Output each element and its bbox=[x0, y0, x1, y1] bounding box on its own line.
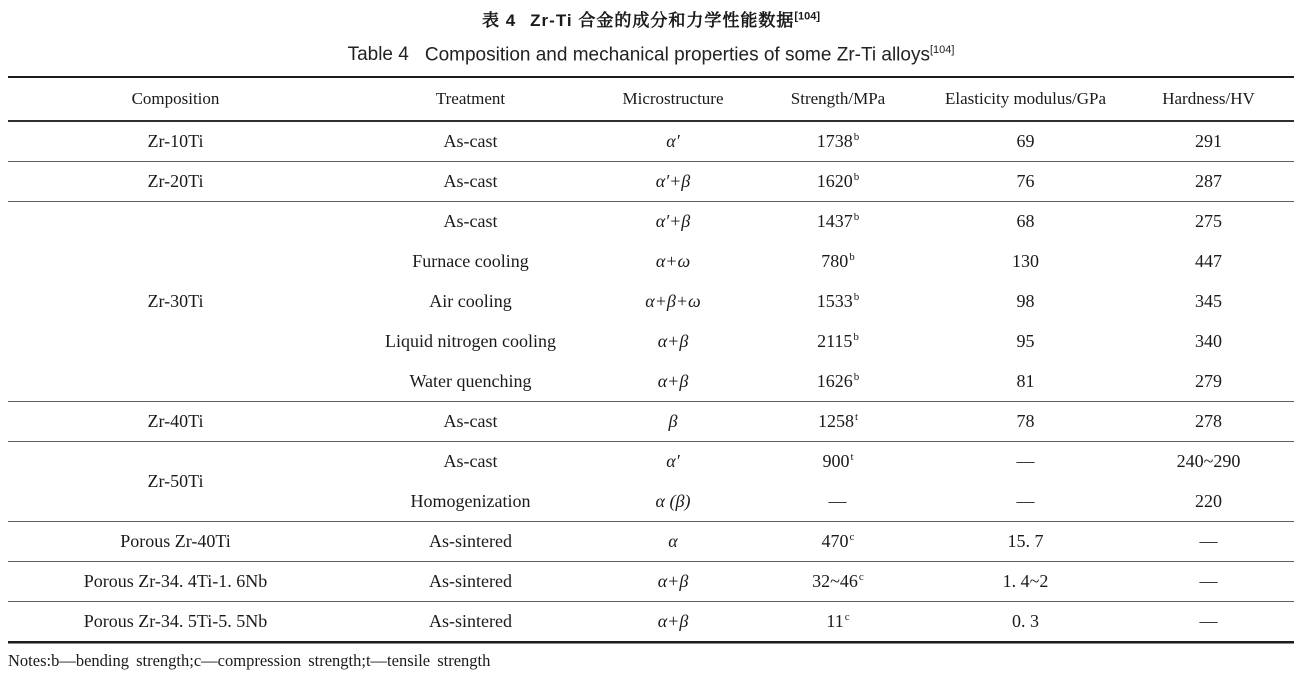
strength-footnote-mark: c bbox=[844, 611, 850, 624]
cell-treatment: Liquid nitrogen cooling bbox=[385, 330, 556, 351]
cell-composition: Zr-20Ti bbox=[8, 161, 343, 201]
table-row bbox=[8, 121, 1294, 161]
cell-hardness: 279 bbox=[1123, 361, 1294, 401]
table-row bbox=[8, 201, 1294, 241]
strength-footnote-mark: c bbox=[858, 570, 864, 583]
cell-microstructure: α′+β bbox=[598, 161, 748, 201]
cell-composition: Zr-50Ti bbox=[8, 441, 343, 521]
cell-modulus: — bbox=[1016, 451, 1035, 472]
data-table-wrapper bbox=[8, 76, 1294, 641]
cell-modulus: 98 bbox=[1016, 290, 1035, 311]
cell-strength: 900$^t$ bbox=[822, 451, 854, 472]
cell-composition: Porous Zr-34. 5Ti-5. 5Nb bbox=[83, 611, 268, 632]
alloy-properties-table bbox=[8, 76, 1294, 641]
cell-microstructure: α+β bbox=[598, 561, 748, 601]
cell-strength: 2115$^b$ bbox=[817, 330, 859, 351]
cell-strength: 470$^c$ bbox=[748, 521, 928, 561]
table-row bbox=[8, 561, 1294, 601]
cell-composition: Porous Zr-40Ti bbox=[8, 521, 343, 561]
cell-microstructure: α′ bbox=[598, 121, 748, 161]
cell-microstructure: β bbox=[598, 401, 748, 441]
cell-microstructure: α′+β bbox=[655, 211, 691, 232]
cell-treatment: As-cast bbox=[443, 451, 498, 472]
cell-hardness: — bbox=[1123, 521, 1294, 561]
cell-strength: 1258$^t$ bbox=[748, 401, 928, 441]
cell-modulus: — bbox=[928, 481, 1123, 521]
cell-treatment: As-cast bbox=[343, 161, 598, 201]
cell-microstructure: α+β bbox=[657, 611, 689, 632]
cell-microstructure: α′ bbox=[666, 451, 680, 472]
cell-modulus: 76 bbox=[928, 161, 1123, 201]
cell-strength: 1626$^b$ bbox=[748, 361, 928, 401]
header-elasticity-modulus: Elasticity modulus/GPa bbox=[928, 77, 1123, 121]
header-row bbox=[8, 77, 1294, 121]
cell-hardness: 278 bbox=[1123, 401, 1294, 441]
header-hardness: Hardness/HV bbox=[1123, 77, 1294, 121]
cell-treatment: As-sintered bbox=[429, 611, 512, 632]
strength-footnote-mark: c bbox=[849, 530, 855, 543]
cell-microstructure: α+β bbox=[657, 330, 689, 351]
cell-treatment: As-cast bbox=[343, 401, 598, 441]
table-title-zh-text: Zr-Ti 合金的成分和力学性能数据 bbox=[530, 11, 795, 30]
cell-modulus: 15. 7 bbox=[928, 521, 1123, 561]
cell-hardness: 287 bbox=[1123, 161, 1294, 201]
cell-treatment: As-sintered bbox=[343, 561, 598, 601]
cell-treatment: As-cast bbox=[443, 211, 498, 232]
header-treatment: Treatment bbox=[343, 77, 598, 121]
table-title-zh bbox=[0, 6, 1302, 31]
cell-microstructure: α (β) bbox=[598, 481, 748, 521]
table-title-en-text: Composition and mechanical properties of some Zr-Ti alloys bbox=[424, 44, 930, 66]
header-microstructure: Microstructure bbox=[598, 77, 748, 121]
cell-hardness: 340 bbox=[1195, 330, 1222, 351]
cell-modulus: 95 bbox=[1016, 330, 1035, 351]
cell-treatment: As-cast bbox=[343, 121, 598, 161]
cell-microstructure: α+ω bbox=[655, 250, 691, 271]
cell-modulus: 0. 3 bbox=[1012, 611, 1039, 632]
cell-hardness: 220 bbox=[1123, 481, 1294, 521]
cell-modulus: 1. 4~2 bbox=[928, 561, 1123, 601]
cell-strength: 32~46$^c$ bbox=[748, 561, 928, 601]
table-row bbox=[8, 401, 1294, 441]
strength-footnote-mark: b bbox=[853, 131, 860, 144]
cell-strength: 1437$^b$ bbox=[816, 211, 860, 232]
cell-hardness: 240~290 bbox=[1176, 451, 1241, 472]
strength-footnote-mark: b bbox=[853, 211, 860, 224]
cell-strength: 780$^b$ bbox=[821, 250, 855, 271]
table-footnotes: Notes:b—bending strength;c—compression strength;t—tensile strength bbox=[8, 651, 491, 671]
cell-hardness: — bbox=[1199, 611, 1218, 632]
cell-treatment: Homogenization bbox=[343, 481, 598, 521]
table-bottom-rule bbox=[8, 641, 1294, 644]
citation-ref: [104] bbox=[929, 44, 955, 56]
header-strength: Strength/MPa bbox=[748, 77, 928, 121]
citation-ref: [104] bbox=[794, 10, 821, 23]
table-row bbox=[8, 441, 1294, 481]
header-composition: Composition bbox=[8, 77, 343, 121]
cell-modulus: 78 bbox=[928, 401, 1123, 441]
cell-modulus: 68 bbox=[1016, 211, 1035, 232]
cell-strength: — bbox=[748, 481, 928, 521]
cell-hardness: 291 bbox=[1123, 121, 1294, 161]
cell-modulus: 69 bbox=[928, 121, 1123, 161]
cell-strength: 1533$^b$ bbox=[816, 290, 860, 311]
table-number-zh: 表 4 bbox=[481, 11, 517, 30]
cell-treatment: Furnace cooling bbox=[412, 250, 529, 271]
cell-microstructure: α+β bbox=[598, 361, 748, 401]
cell-composition: Zr-10Ti bbox=[8, 121, 343, 161]
cell-strength: 11$^c$ bbox=[826, 611, 850, 632]
cell-hardness: 275 bbox=[1195, 211, 1222, 232]
strength-footnote-mark: t bbox=[850, 451, 854, 464]
cell-microstructure: α+β+ω bbox=[645, 290, 701, 311]
cell-strength: 1738$^b$ bbox=[748, 121, 928, 161]
table-title-en bbox=[0, 44, 1302, 66]
cell-treatment: Air cooling bbox=[429, 290, 512, 311]
cell-hardness: — bbox=[1123, 561, 1294, 601]
strength-footnote-mark: b bbox=[853, 370, 860, 383]
cell-composition: Porous Zr-34. 4Ti-1. 6Nb bbox=[8, 561, 343, 601]
strength-footnote-mark: b bbox=[853, 330, 859, 343]
cell-composition: Zr-30Ti bbox=[8, 201, 343, 401]
cell-composition: Zr-40Ti bbox=[8, 401, 343, 441]
strength-footnote-mark: b bbox=[853, 170, 860, 183]
cell-hardness: 345 bbox=[1195, 290, 1222, 311]
cell-hardness: 447 bbox=[1195, 250, 1222, 271]
table-row bbox=[8, 161, 1294, 201]
table-row bbox=[8, 521, 1294, 561]
strength-footnote-mark: b bbox=[849, 250, 855, 263]
table-row bbox=[8, 601, 1294, 641]
cell-modulus: 130 bbox=[1012, 250, 1039, 271]
strength-footnote-mark: t bbox=[854, 410, 859, 423]
cell-modulus: 81 bbox=[928, 361, 1123, 401]
cell-treatment: As-sintered bbox=[343, 521, 598, 561]
strength-footnote-mark: b bbox=[853, 290, 860, 303]
cell-microstructure: α bbox=[598, 521, 748, 561]
cell-strength: 1620$^b$ bbox=[748, 161, 928, 201]
cell-treatment: Water quenching bbox=[343, 361, 598, 401]
table-number-en: Table 4 bbox=[347, 44, 409, 66]
